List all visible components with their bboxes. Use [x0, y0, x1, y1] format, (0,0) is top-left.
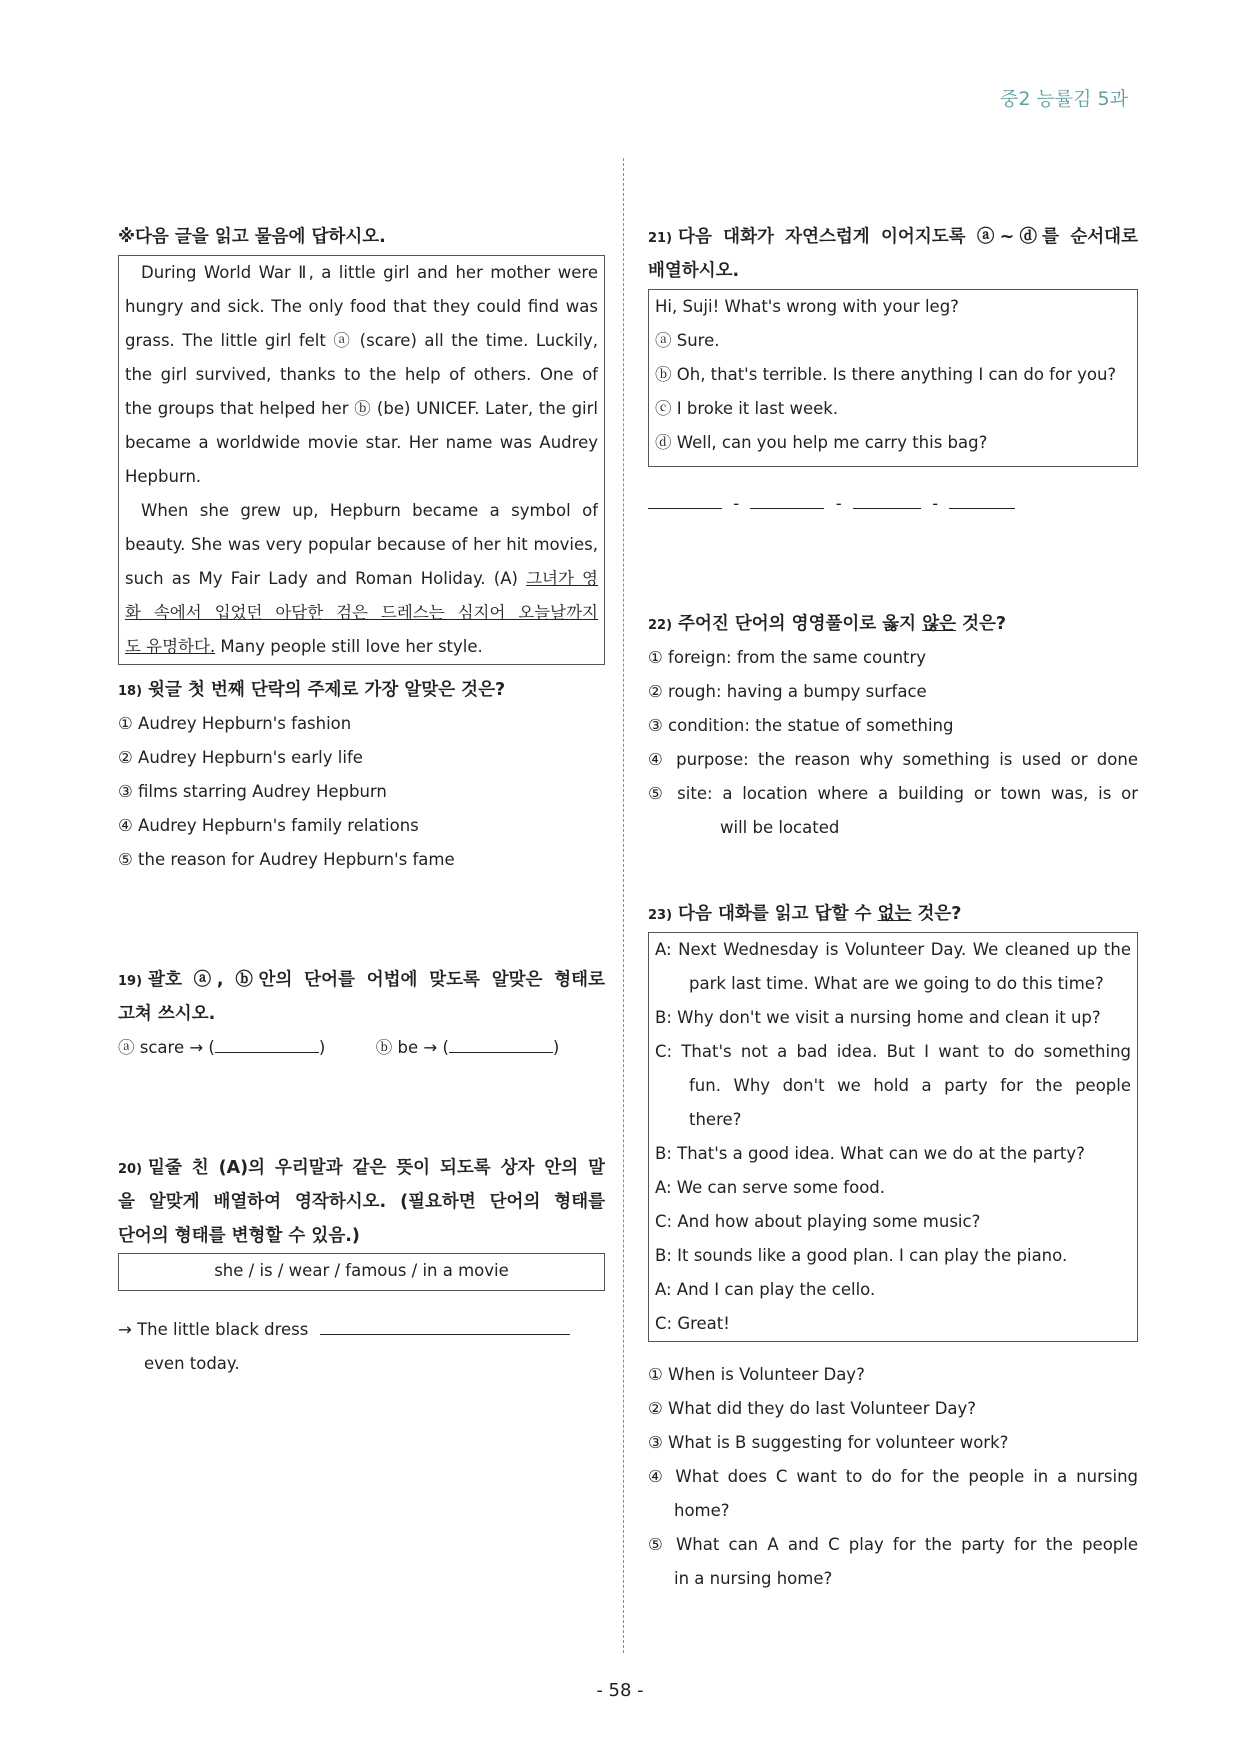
- question-title: [118, 1151, 605, 1185]
- answer-blanks-row: [118, 1031, 605, 1065]
- option-item: ② rough: having a bumpy surface: [648, 682, 927, 701]
- question-number: 21): [648, 231, 673, 246]
- passage-line: became a worldwide movie star. Her name was Audrey: [125, 433, 598, 452]
- passage-text: such as My Fair Lady and Roman Holiday. (A): [125, 569, 527, 588]
- dialog-line: A: Next Wednesday is Volunteer Day. We cleaned up the: [655, 940, 1131, 959]
- question-text: 주어진 단어의 영영풀이로 옳지: [678, 614, 923, 634]
- answer-line: [118, 1313, 605, 1347]
- question-number: 19): [118, 974, 143, 989]
- dialog-line: B: Why don't we visit a nursing home and clean it up?: [655, 1008, 1101, 1027]
- order-separator: -: [733, 494, 740, 513]
- dialog-line: C: That's not a bad idea. But I want to do something: [655, 1042, 1131, 1061]
- answer-blank-a[interactable]: [215, 1032, 319, 1053]
- answer-blank-b[interactable]: [449, 1032, 553, 1053]
- option-item: ① foreign: from the same country: [648, 648, 927, 667]
- passage-line: hungry and sick. The only food that they could find was: [125, 297, 598, 316]
- underlined-phrase-a: 그녀가 영: [526, 569, 598, 588]
- order-separator: -: [932, 494, 939, 513]
- question-22: [648, 607, 1138, 845]
- option-item: ② What did they do last Volunteer Day?: [648, 1399, 977, 1418]
- order-blanks-row: [648, 487, 1138, 521]
- order-blank-1[interactable]: [648, 488, 722, 509]
- question-21: [648, 220, 1138, 521]
- question-text: 을 알맞게 배열하여 영작하시오. (필요하면 단어의 형태를: [118, 1192, 605, 1212]
- page-number: - 58 -: [596, 1680, 644, 1701]
- question-number: 23): [648, 908, 673, 923]
- question-emphasis: 없는: [877, 904, 912, 924]
- dialog-line: Hi, Suji! What's wrong with your leg?: [655, 297, 959, 316]
- left-column: [118, 220, 605, 1381]
- dialog-line: ⓓ Well, can you help me carry this bag?: [655, 433, 988, 452]
- option-item: ③ films starring Audrey Hepburn: [118, 782, 387, 801]
- right-column: [648, 220, 1138, 1596]
- order-blank-3[interactable]: [853, 488, 921, 509]
- passage-instruction: ※다음 글을 읽고 물음에 답하시오.: [118, 227, 386, 247]
- option-item: ⑤ the reason for Audrey Hepburn's fame: [118, 850, 455, 869]
- column-divider: [623, 158, 624, 1653]
- question-18: [118, 673, 605, 877]
- question-title: [118, 673, 605, 707]
- question-title: [118, 963, 605, 997]
- passage-line: grass. The little girl felt ⓐ (scare) all the time. Luckily,: [125, 331, 598, 350]
- dialog-line: park last time. What are we going to do this time?: [689, 974, 1104, 993]
- page-header: 중2 능률김 5과: [999, 88, 1128, 110]
- passage-box: [118, 255, 605, 665]
- order-blank-4[interactable]: [949, 488, 1015, 509]
- option-item: ① Audrey Hepburn's fashion: [118, 714, 352, 733]
- question-text: 윗글 첫 번째 단락의 주제로 가장 알맞은 것은?: [148, 680, 506, 700]
- question-text: 배열하시오.: [648, 261, 740, 281]
- question-text: 고쳐 쓰시오.: [118, 1004, 216, 1024]
- question-text: 다음 대화를 읽고 답할 수: [678, 904, 878, 924]
- question-text: 다음 대화가 자연스럽게 이어지도록 ⓐ~ⓓ를 순서대로: [678, 227, 1138, 247]
- question-23: [648, 897, 1138, 1596]
- option-item: ④ purpose: the reason why something is used or done: [648, 750, 1138, 769]
- option-item-continued: home?: [674, 1501, 730, 1520]
- dialog-line: ⓒ I broke it last week.: [655, 399, 839, 418]
- dialog-line: C: And how about playing some music?: [655, 1212, 981, 1231]
- answer-blank[interactable]: [320, 1314, 570, 1335]
- question-number: 22): [648, 618, 673, 633]
- question-text: 밑줄 친 (A)의 우리말과 같은 뜻이 되도록 상자 안의 말: [148, 1158, 605, 1178]
- question-emphasis: 않은: [922, 614, 956, 634]
- order-separator: -: [835, 494, 842, 513]
- question-text: 단어의 형태를 변형할 수 있음.): [118, 1226, 360, 1246]
- word-box: [118, 1253, 605, 1291]
- option-item: ④ Audrey Hepburn's family relations: [118, 816, 419, 835]
- underlined-phrase-a: 도 유명하다.: [125, 637, 216, 656]
- question-text: 것은?: [956, 614, 1007, 634]
- question-number: 20): [118, 1162, 143, 1177]
- passage-line: [125, 630, 598, 664]
- word-box-text: she / is / wear / famous / in a movie: [214, 1261, 509, 1280]
- question-20: [118, 1151, 605, 1381]
- dialog-line: fun. Why don't we hold a party for the people: [689, 1076, 1131, 1095]
- answer-close: ): [318, 1038, 326, 1057]
- passage-line: Hepburn.: [125, 467, 202, 486]
- option-item: ④ What does C want to do for the people in a nursing: [648, 1467, 1138, 1486]
- dialog-line: B: That's a good idea. What can we do at the party?: [655, 1144, 1085, 1163]
- dialog-box: [648, 932, 1138, 1342]
- options-list: [648, 1358, 1138, 1596]
- option-item: ② Audrey Hepburn's early life: [118, 748, 363, 767]
- passage-line: When she grew up, Hepburn became a symbol of: [141, 501, 598, 520]
- dialog-line: B: It sounds like a good plan. I can play the piano.: [655, 1246, 1068, 1265]
- passage-line: During World War Ⅱ, a little girl and her mother were: [141, 263, 598, 282]
- passage-text: Many people still love her style.: [215, 637, 483, 656]
- dialog-line: there?: [689, 1110, 742, 1129]
- answer-label-b: ⓑ be → (: [375, 1038, 449, 1057]
- question-title: [648, 220, 1138, 254]
- dialog-line: A: We can serve some food.: [655, 1178, 886, 1197]
- question-title: [648, 897, 1138, 931]
- option-item: ⑤ site: a location where a building or town was, is or: [648, 784, 1138, 803]
- dialog-line: ⓑ Oh, that's terrible. Is there anything I can do for you?: [655, 365, 1117, 384]
- answer-close: ): [552, 1038, 560, 1057]
- answer-suffix: even today.: [144, 1354, 240, 1373]
- passage-line: [125, 596, 598, 630]
- option-item-continued: in a nursing home?: [674, 1569, 833, 1588]
- question-title: [648, 607, 1138, 641]
- passage-line: the girl survived, thanks to the help of others. One of: [125, 365, 598, 384]
- option-item-continued: will be located: [720, 818, 840, 837]
- question-19: [118, 963, 605, 1065]
- dialog-line: C: Great!: [655, 1314, 730, 1333]
- answer-prefix: → The little black dress: [118, 1320, 309, 1339]
- passage-line: [125, 562, 598, 596]
- option-item: ⑤ What can A and C play for the party for the people: [648, 1535, 1138, 1554]
- question-number: 18): [118, 684, 143, 699]
- passage-line: the groups that helped her ⓑ (be) UNICEF. Later, the girl: [125, 399, 598, 418]
- answer-label-a: ⓐ scare → (: [118, 1038, 215, 1057]
- dialog-box: [648, 289, 1138, 467]
- passage-line: beauty. She was very popular because of her hit movies,: [125, 535, 598, 554]
- underlined-phrase-a: 화 속에서 입었던 아담한 검은 드레스는 심지어 오늘날까지: [125, 603, 598, 622]
- dialog-line: ⓐ Sure.: [655, 331, 720, 350]
- question-text: 괄호 ⓐ, ⓑ안의 단어를 어법에 맞도록 알맞은 형태로: [148, 970, 605, 990]
- question-text: 것은?: [911, 904, 962, 924]
- option-item: ① When is Volunteer Day?: [648, 1365, 865, 1384]
- option-item: ③ condition: the statue of something: [648, 716, 954, 735]
- order-blank-2[interactable]: [750, 488, 824, 509]
- dialog-line: A: And I can play the cello.: [655, 1280, 876, 1299]
- option-item: ③ What is B suggesting for volunteer work?: [648, 1433, 1009, 1452]
